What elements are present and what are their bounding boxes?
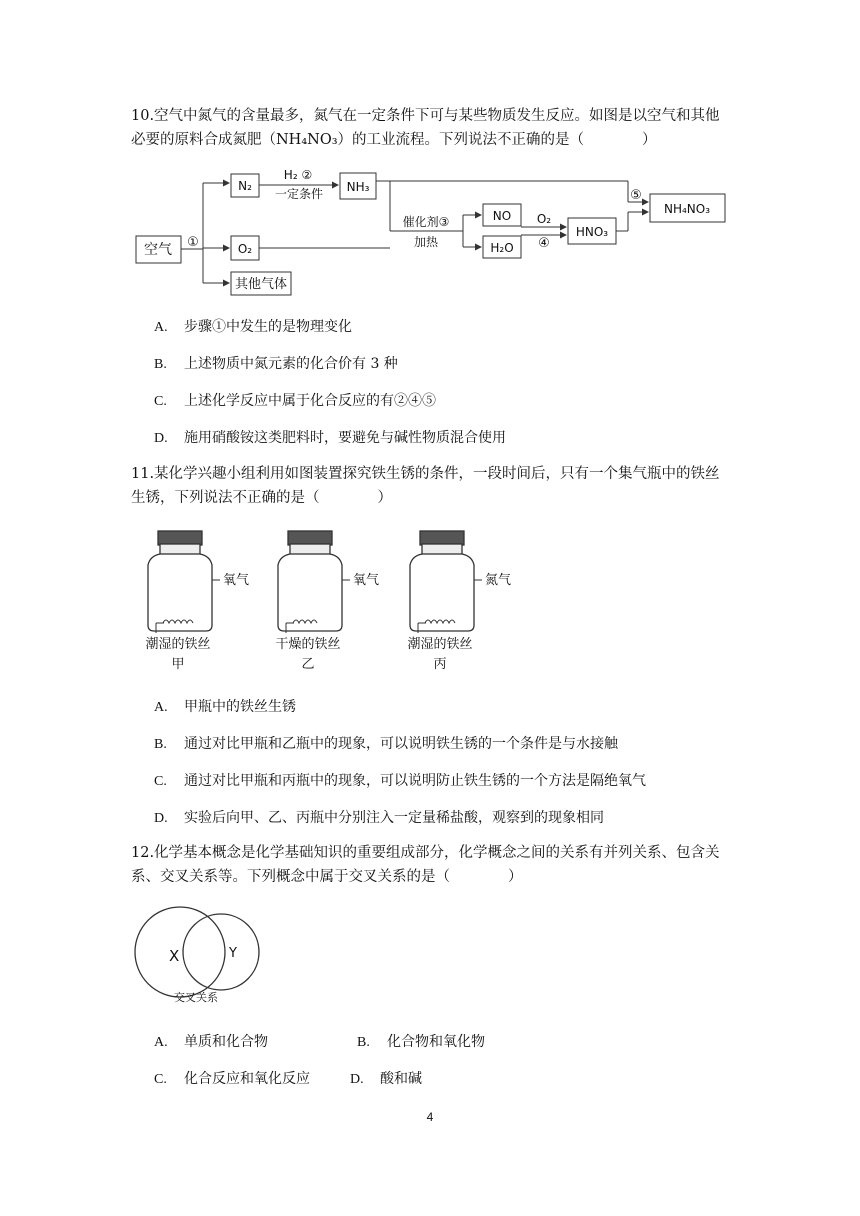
option-text: 化合反应和氧化反应 [184,1071,310,1087]
option-letter: C. [154,774,167,789]
other-gas-box-label: 其他气体 [234,277,288,292]
option-letter: C. [154,394,167,409]
option-text: 步骤①中发生的是物理变化 [184,319,352,335]
air-box-label: 空气 [144,242,172,258]
option-text: 通过对比甲瓶和丙瓶中的现象，可以说明防止铁生锈的一个方法是隔绝氧气 [184,773,646,789]
bottle-bing [410,531,482,633]
option-letter: B. [357,1035,370,1050]
bottle-bing-wire-label: 潮湿的铁丝 [407,637,473,652]
option-text: 化合物和氧化物 [387,1034,485,1050]
bottle-bing-gas-label: 氮气 [485,573,512,588]
step-5-label: ⑤ [630,188,642,203]
cross-relation-venn-diagram [128,905,268,1005]
option-text: 甲瓶中的铁丝生锈 [184,699,296,715]
question-12-stem: 12.化学基本概念是化学基础知识的重要组成部分，化学概念之间的关系有并列关系、包含关系、交叉关系等。下列概念中属于交叉关系的是（ ） [131,845,720,885]
q10-option-a [154,316,352,336]
step-1-label: ① [187,235,199,250]
q12-option-b [357,1031,485,1051]
step-4-label: ④ [538,236,550,251]
question-10-stem: 10.空气中氮气的含量最多，氮气在一定条件下可与某些物质发生反应。如图是以空气和其他必要的原料合成氮肥（NH₄NO₃）的工业流程。下列说法不正确的是（ ） [131,108,720,148]
option-text: 施用硝酸铵这类肥料时，要避免与碱性物质混合使用 [184,430,506,446]
bottle-jia-gas-label: 氧气 [223,573,250,588]
bottle-bing-name: 丙 [433,657,447,672]
q12-option-d [350,1068,422,1088]
option-letter: B. [154,737,167,752]
heating-label: 加热 [413,235,439,249]
q10-option-d [154,427,506,447]
condition-label: 一定条件 [274,187,324,201]
option-text: 单质和化合物 [184,1034,268,1050]
q11-option-d [154,807,604,827]
option-letter: A. [154,1035,168,1050]
option-text: 实验后向甲、乙、丙瓶中分别注入一定量稀盐酸，观察到的现象相同 [184,810,604,826]
option-text: 上述物质中氮元素的化合价有 3 种 [184,356,398,372]
option-letter: D. [350,1072,364,1087]
n2-box-label: N₂ [238,179,252,193]
ammonium-nitrate-flow-diagram [128,165,728,300]
option-letter: A. [154,700,168,715]
bottle-jia-name: 甲 [171,657,185,672]
o2-reagent-label: O₂ [536,212,552,226]
nh3-box-label: NH₃ [346,180,370,194]
bottle-yi-gas-label: 氧气 [353,573,380,588]
venn-caption: 交叉关系 [174,991,218,1004]
catalyst-step-3-label: 催化剂③ [402,215,450,229]
venn-y-label: Y [229,946,237,961]
nh4no3-box-label: NH₄NO₃ [663,202,711,216]
q10-option-c [154,390,436,410]
bottle-yi [278,531,350,633]
question-11-stem: 11.某化学兴趣小组利用如图装置探究铁生锈的条件，一段时间后，只有一个集气瓶中的铁丝生锈，下列说法不正确的是（ ） [131,466,720,506]
option-text: 酸和碱 [380,1071,422,1087]
bottle-yi-name: 乙 [301,657,315,672]
q11-option-c [154,770,646,790]
option-letter: A. [154,320,168,335]
o2-box-label: O₂ [237,242,253,256]
h2o-box-label: H₂O [490,241,514,255]
q12-option-a [154,1031,268,1051]
option-letter: C. [154,1072,167,1087]
page-number: 4 [426,1110,434,1124]
iron-rusting-bottles-figure [128,525,512,675]
q11-option-b [154,733,618,753]
q10-option-b [154,353,398,373]
venn-x-label: X [169,947,180,965]
bottle-jia-wire-label: 潮湿的铁丝 [145,637,211,652]
option-text: 通过对比甲瓶和乙瓶中的现象，可以说明铁生锈的一个条件是与水接触 [184,736,618,752]
bottle-jia [148,531,220,633]
h2-step-2-label: H₂ ② [283,168,313,182]
option-text: 上述化学反应中属于化合反应的有②④⑤ [184,393,436,409]
q11-option-a [154,696,296,716]
q12-option-c [154,1068,310,1088]
bottle-yi-wire-label: 干燥的铁丝 [275,637,341,652]
option-letter: D. [154,431,168,446]
option-letter: D. [154,811,168,826]
option-letter: B. [154,357,167,372]
no-box-label: NO [492,209,512,223]
hno3-box-label: HNO₃ [575,225,609,239]
